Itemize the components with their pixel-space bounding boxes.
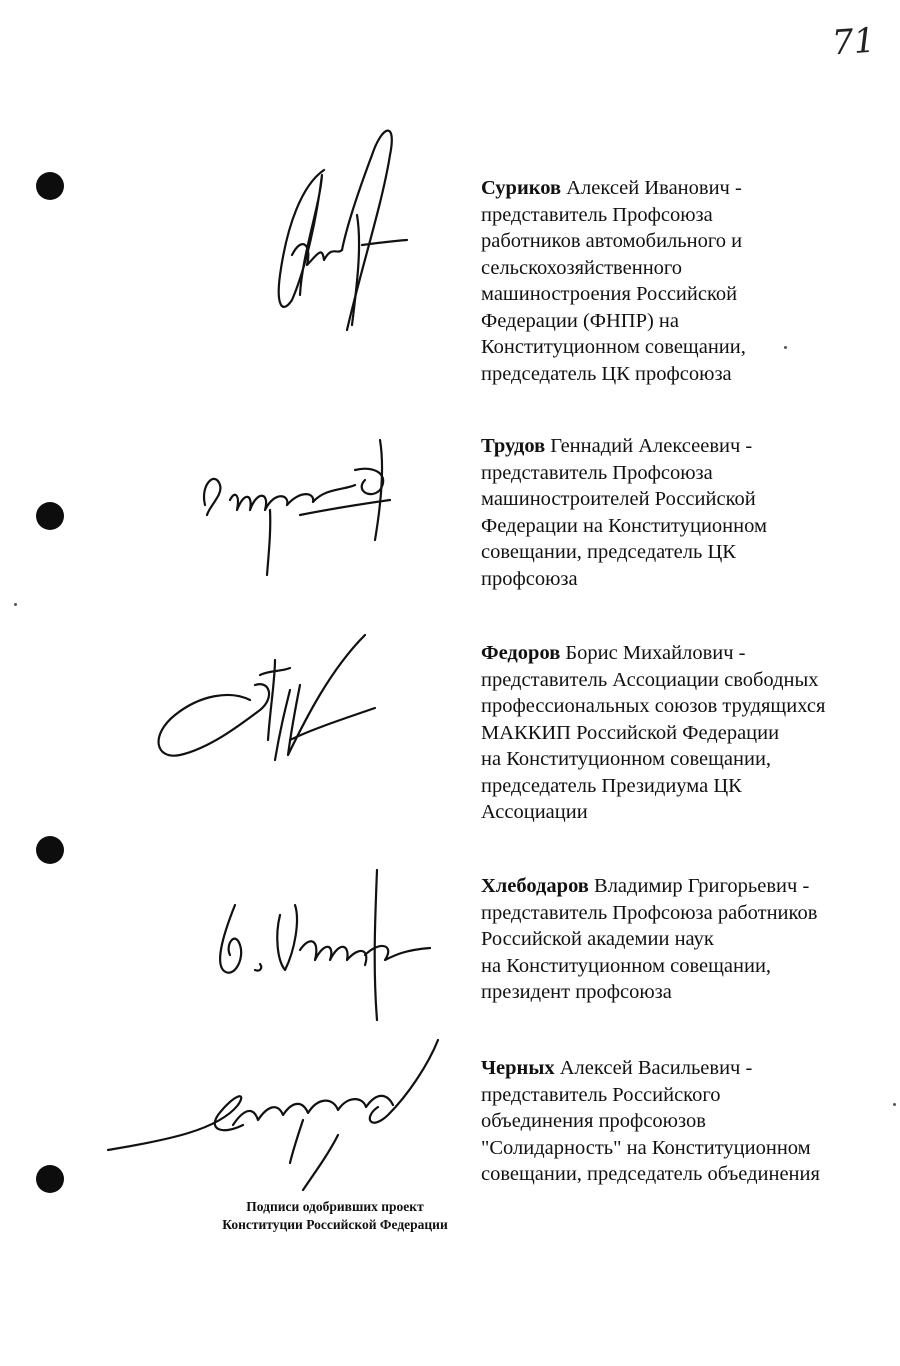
signature-trudov <box>195 430 395 580</box>
signatures-caption: Подписи одобривших проект Конституции Российской Федерации <box>222 1199 448 1232</box>
punch-hole <box>36 1165 64 1193</box>
signature-khlebodarov <box>205 860 435 1025</box>
signer-surname: Черных <box>481 1057 555 1079</box>
scan-speck <box>784 346 787 349</box>
signer-surname: Хлебодаров <box>481 875 589 897</box>
signature-chernykh <box>108 1035 448 1195</box>
signer-details: Алексей Иванович - представитель Профсоюза работников автомобильного и сельскохозяйственного машиностроения Российской Федерации (ФНПР) на Конституционном совещании, председатель ЦК профсоюза <box>481 177 746 385</box>
signer-details: Борис Михайлович - представитель Ассоциации свободных профессиональных союзов трудящихся МАККИП Российской Федерации на Конституционном совещании, председатель Президиума ЦК Ассоциации <box>481 642 826 823</box>
signature-fedorov <box>150 630 380 770</box>
signer-block-surikov <box>481 175 891 387</box>
signer-block-khlebodarov <box>481 873 891 1006</box>
signer-details: Алексей Васильевич - представитель Российского объединения профсоюзов "Солидарность" на Конституционном совещании, председатель объединения <box>481 1057 820 1185</box>
scan-speck <box>14 603 17 606</box>
signature-surikov <box>262 115 412 345</box>
punch-hole <box>36 836 64 864</box>
signer-block-chernykh <box>481 1055 891 1188</box>
signer-surname: Федоров <box>481 642 561 664</box>
page-number: 71 <box>830 20 877 64</box>
signer-details: Геннадий Алексеевич - представитель Профсоюза машиностроителей Российской Федерации на Конституционном совещании, председатель ЦК профсоюза <box>481 435 767 590</box>
punch-hole <box>36 502 64 530</box>
signer-surname: Суриков <box>481 177 562 199</box>
signer-block-trudov <box>481 433 891 592</box>
scan-speck <box>893 1103 896 1106</box>
punch-hole <box>36 172 64 200</box>
signer-details: Владимир Григорьевич - представитель Профсоюза работников Российской академии наук на Конституционном совещании, президент профсоюза <box>481 875 818 1003</box>
signer-block-fedorov <box>481 640 891 826</box>
signer-surname: Трудов <box>481 435 546 457</box>
